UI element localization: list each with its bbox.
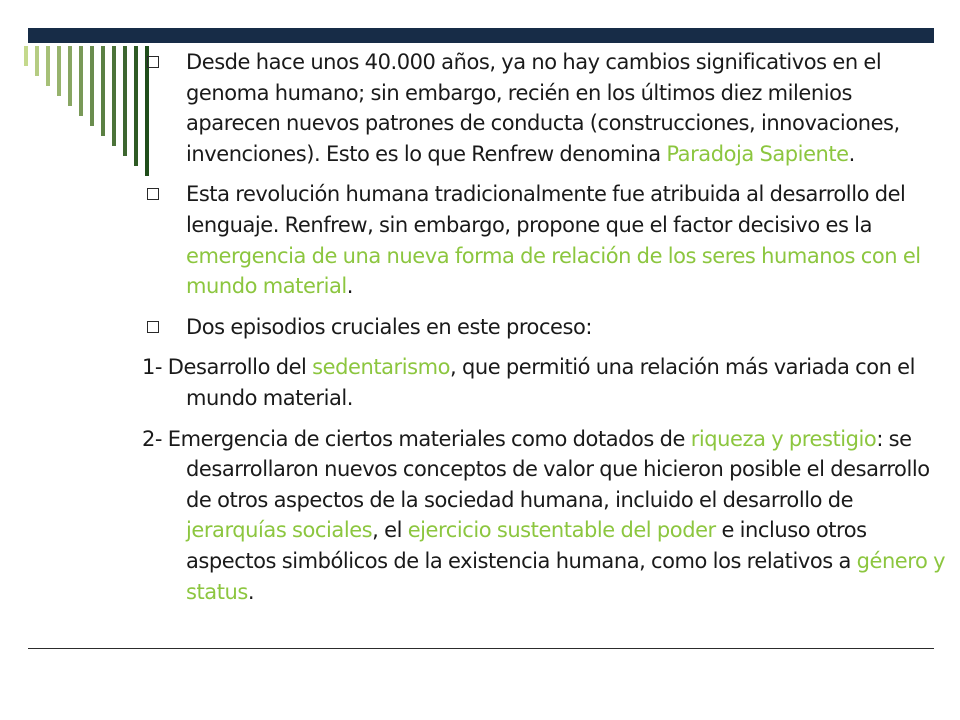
slide-body <box>142 47 950 607</box>
text-segment: 2- Emergencia de ciertos materiales como dotados de <box>142 426 691 451</box>
stripe <box>79 46 83 116</box>
numbered-paragraph <box>142 424 950 608</box>
highlighted-term: ejercicio sustentable del poder <box>407 518 716 543</box>
text-segment: : se desarrollaron nuevos conceptos de valor que hicieron posible el desarrollo de otros aspectos de la sociedad humana, incluido el desarrollo de <box>186 426 930 512</box>
highlighted-term: jerarquías sociales <box>186 518 373 543</box>
text-segment: Desde hace unos 40.000 años, ya no hay cambios significativos en el genoma humano; sin embargo, recién en los últimos diez milenios aparecen nuevos patrones de conducta (construcciones, innovaciones, invenciones). Esto es lo que Renfrew denomina <box>186 50 900 166</box>
text-segment: Esta revolución humana tradicionalmente fue atribuida al desarrollo del lenguaje. Renfrew, sin embargo, propone que el factor decisivo es la <box>186 182 906 237</box>
square-bullet-icon <box>147 188 159 200</box>
bullet-paragraph <box>142 47 950 169</box>
numbered-paragraph <box>142 352 950 413</box>
stripe <box>46 46 50 86</box>
text-segment: . <box>247 579 255 604</box>
highlighted-term: riqueza y prestigio <box>690 426 877 451</box>
stripe <box>57 46 61 96</box>
text-segment: , el <box>372 518 408 543</box>
text-segment: . <box>346 274 354 299</box>
text-segment: Dos episodios cruciales en este proceso: <box>186 314 593 339</box>
title-bar <box>28 28 934 43</box>
bullet-paragraph <box>142 312 950 343</box>
bottom-divider <box>28 648 934 649</box>
highlighted-term: emergencia de una nueva forma de relación de los seres humanos con el mundo material <box>186 243 921 299</box>
stripe <box>123 46 127 156</box>
highlighted-term: Paradoja Sapiente <box>666 141 849 166</box>
bullet-paragraph <box>142 179 950 301</box>
stripe <box>90 46 94 126</box>
stripe <box>112 46 116 146</box>
stripe <box>101 46 105 136</box>
text-segment: . <box>848 141 855 166</box>
stripe <box>134 46 138 166</box>
square-bullet-icon <box>147 56 159 68</box>
stripe <box>24 46 28 66</box>
square-bullet-icon <box>147 321 159 333</box>
highlighted-term: género y status <box>186 548 946 604</box>
text-segment: 1- Desarrollo del <box>142 355 313 380</box>
stripe <box>35 46 39 76</box>
highlighted-term: sedentarismo <box>312 355 450 380</box>
text-segment: , que permitió una relación más variada con el mundo material. <box>186 355 916 410</box>
stripe <box>68 46 72 106</box>
text-segment: e incluso otros aspectos simbólicos de la existencia humana, como los relativos a <box>186 518 867 573</box>
